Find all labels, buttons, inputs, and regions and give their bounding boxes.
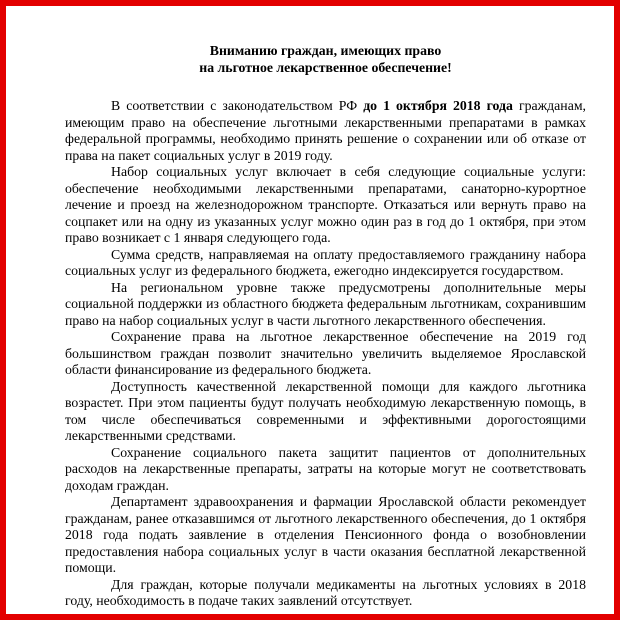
notice-title-line-1: Вниманию граждан, имеющих право	[209, 43, 442, 58]
paragraph-social-services: Набор социальных услуг включает в себя следующие социальные услуги: обеспечение необходимыми лекарственными препаратами, санаторно-курортное лечение и проезд на железнодорожном транспорте. Отказаться или вернуть право на соцпакет или на одну из указанных услуг можно один раз в год до 1 октября, при этом право возникает с 1 января следующего года.	[65, 164, 586, 245]
paragraph-protection: Сохранение социального пакета защитит пациентов от дополнительных расходов на лекарственные препараты, затраты на которые могут не соответствовать доходам граждан.	[65, 444, 586, 493]
notice-title	[65, 43, 586, 76]
paragraph-legislation	[65, 98, 586, 164]
paragraph-availability: Доступность качественной лекарственной помощи для каждого льготника возрастет. При этом пациенты будут получать необходимую лекарственную помощь, в том числе обеспечиваться современными и эффективными дорогостоящими лекарственными средствами.	[65, 378, 586, 443]
deadline-highlight: до 1 октября 2018 года	[363, 98, 513, 113]
notice-document	[65, 43, 586, 610]
paragraph-legislation-rest: гражданам, имеющим право на обеспечение льготными лекарственными препаратами в рамках федеральной программы, необходимо принять решение о сохранении или об отказе от права на пакет социальных услуг в 2019 году.	[65, 98, 586, 163]
paragraph-no-application-needed: Для граждан, которые получали медикаменты на льготных условиях в 2018 году, необходимость в подаче таких заявлений отсутствует.	[65, 576, 586, 608]
paragraph-recommendation: Департамент здравоохранения и фармации Ярославской области рекомендует гражданам, ранее отказавшимся от льготного лекарственного обеспечения, до 1 октября 2018 года подать заявление в отделения Пенсионного фонда о возобновлении предоставления набора социальных услуг в части оказания бесплатной лекарственной помощи.	[65, 494, 586, 575]
notice-title-line-2: на льготное лекарственное обеспечение!	[199, 59, 452, 75]
paragraph-financing: Сохранение права на льготное лекарственное обеспечение на 2019 год большинством граждан позволит значительно увеличить выделяемое Ярославской области финансирование из федерального бюджета.	[65, 329, 586, 377]
paragraph-legislation-intro: В соответствии с законодательством РФ	[111, 98, 364, 113]
paragraph-indexation: Сумма средств, направляемая на оплату предоставляемого гражданину набора социальных услуг из федерального бюджета, ежегодно индексируется государством.	[65, 246, 586, 278]
paragraph-regional-measures: На региональном уровне также предусмотрены дополнительные меры социальной поддержки из областного бюджета федеральным льготникам, сохранившим право на набор социальных услуг в части льготного лекарственного обеспечения.	[65, 279, 586, 328]
